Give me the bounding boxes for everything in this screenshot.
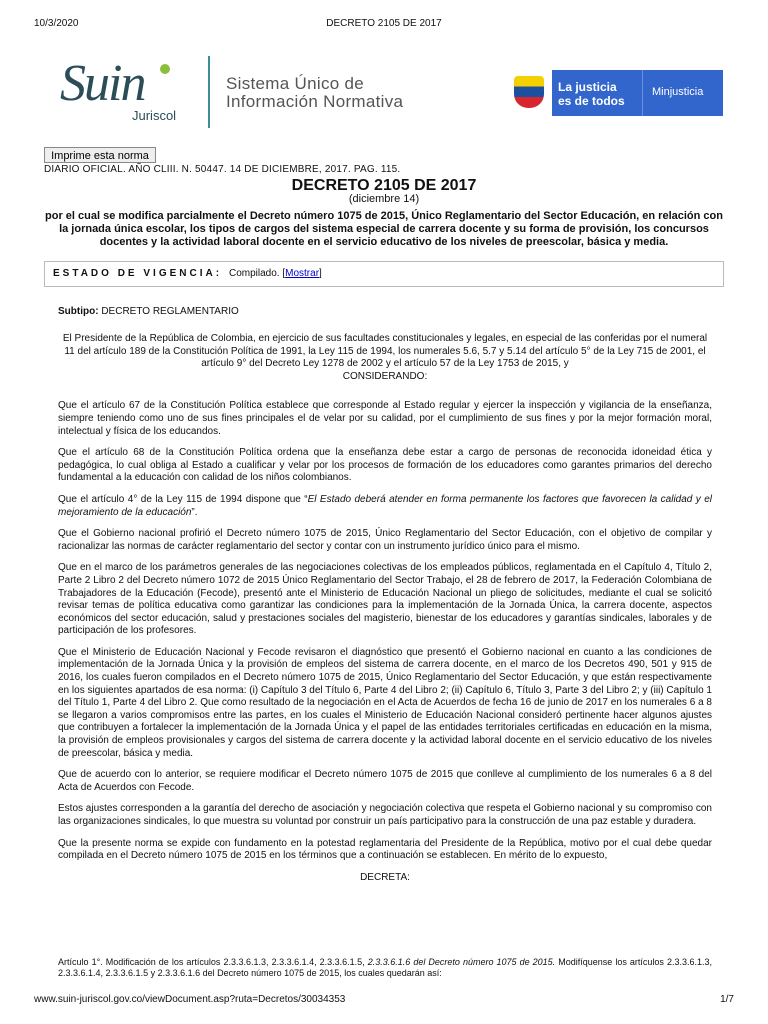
paragraph: Que en el marco de los parámetros generales de las negociaciones colectivas de los empleados públicos, reglamentada en el Capítulo 4, Título 2, Parte 2 Libro 2 del Decreto número 1072 de 2015 Único Reglamentario del Sector Trabajo, el 28 de febrero de 2017, la Federación Colombiana de Trabajadores de la Educación (Fecode), presentó ante el Ministerio de Educación Nacional un pliego de solicitudes, mediante el cual se solicitó revisar temas de política educativa como garantizar las condiciones para la implementación de la Jornada Única, la carrera docente, aspectos económicos del sector educación, salud y prestaciones sociales del magisterio, bienestar de los educadores y garantías sindicales, laborales y de participación de los profesores. <box>58 562 712 637</box>
decree-title: DECRETO 2105 DE 2017 <box>291 177 477 194</box>
print-date: 10/3/2020 <box>34 18 79 29</box>
minjusticia-banner[interactable] <box>506 70 723 116</box>
subtipo <box>58 306 239 317</box>
vigencia-box <box>44 261 724 287</box>
article-1-heading: Artículo 1°. Modificación de los artículos 2.3.3.6.1.3, 2.3.3.6.1.4, 2.3.3.6.1.5, <box>58 957 368 967</box>
quote: El Estado deberá atender en forma permanente los factores que favorecen la calidad y el mejoramiento de la educación <box>58 493 712 518</box>
subtipo-value: DECRETO REGLAMENTARIO <box>98 306 239 317</box>
paragraph: Que de acuerdo con lo anterior, se requiere modificar el Decreto número 1075 de 2015 que conlleve al cumplimiento de los numerales 6 a 8 del Acta de Acuerdos con Fecode. <box>58 769 712 793</box>
article-1 <box>58 957 712 979</box>
paragraph: Que el Ministerio de Educación Nacional y Fecode revisaron el diagnóstico que presentó el Gobierno nacional en cuanto a las condiciones de implementación de la Jornada Única y la provisión de empleos del sistema de carrera docente, en el marco de los Decretos 490, 501 y 915 de 2016, los cuales fueron compilados en el Decreto número 1075 de 2015, Único Reglamentario del Sector Educación, y que están respectivamente en los siguientes apartados de esa norma: (i) Capítulo 3 del Título 6, Parte 4 del Libro 2; (ii) Capítulo 6, Título 3, Parte 3 del Libro 2; y (iii) Capítulo 1 del Título 1, Parte 4 del Libro 2. Que como resultado de la negociación en el Acta de Acuerdos de fecha 16 de junio de 2017 en los numerales 6 a 8 se llegaron a varios compromisos entre las partes, en los cuales el Ministerio de Educación Nacional consideró pertinente hacer algunos ajustes que contribuyen a fortalecer la implementación de la Jornada Única y el papel de las entidades territoriales certificadas en educación en la misma, la provisión de empleos provisionales y cargos del sistema de carrera docente y la actividad laboral docente en el servicio educativo de los niveles de preescolar, básica y media. <box>58 646 712 759</box>
banner-divider <box>642 70 643 116</box>
paragraph: Que el artículo 68 de la Constitución Política ordena que la enseñanza debe estar a cargo de personas de reconocida idoneidad ética y pedagógica, lo cual obliga al Estado a cualificar y velar por los procesos de formación de los educadores como garantes primarios del derecho fundamental a la educación con calidad de los niños colombianos. <box>58 447 712 484</box>
decree-date: (diciembre 14) <box>348 193 420 205</box>
colombia-shield-icon <box>506 70 552 116</box>
vigencia-label: ESTADO DE VIGENCIA: <box>53 268 223 279</box>
banner-ministry: Minjusticia <box>652 86 704 98</box>
logo-divider <box>208 56 210 128</box>
diario-oficial-reference: DIARIO OFICIAL. AÑO CLIII. N. 50447. 14 DE DICIEMBRE, 2017. PAG. 115. <box>44 164 401 175</box>
decree-summary: por el cual se modifica parcialmente el Decreto número 1075 de 2015, Único Reglamentario del Sector Educación, en relación con la jornada única escolar, los tipos de cargos del sistema especial de carrera docente y su forma de provisión, los concursos docentes y la actividad laboral docente en el servicio educativo de los niveles de preescolar, básica y media. <box>45 210 723 248</box>
paragraph <box>58 494 712 519</box>
paragraph: Que el artículo 67 de la Constitución Política establece que corresponde al Estado regular y ejercer la inspección y vigilancia de la enseñanza, siempre teniendo como uno de sus fines principales el de velar por su calidad, por el cumplimiento de sus fines y por la mejor formación moral, intelectual y física de los educandos. <box>58 400 712 437</box>
logo-line1: Sistema Único de <box>226 74 365 93</box>
paragraph-text: ”. <box>191 506 198 518</box>
paragraph: Que el Gobierno nacional profirió el Decreto número 1075 de 2015, Único Reglamentario del Sector Educación, con el objetivo de compilar y racionalizar las normas de carácter reglamentario del sector y contar con un instrumento jurídico único para el mismo. <box>58 528 712 552</box>
print-title: DECRETO 2105 DE 2017 <box>326 18 442 29</box>
suin-juriscol-logo[interactable] <box>60 56 440 132</box>
vigencia-bracket: ] <box>319 268 322 279</box>
preamble: El Presidente de la República de Colombia, en ejercicio de sus facultades constitucionales y legales, en especial de las conferidas por el numeral 11 del artículo 189 de la Constitución Política de 1991, la Ley 115 de 1994, los numerales 5.6, 5.7 y 5.14 del artículo 5° de la Ley 715 de 2001, el artículo 9° del Decreto Ley 1278 de 2002 y el artículo 57 de la Ley 1753 de 2015, y <box>62 333 708 370</box>
print-button[interactable]: Imprime esta norma <box>44 147 156 163</box>
logo-line2: Información Normativa <box>226 92 404 111</box>
banner-line2: es de todos <box>558 94 625 108</box>
paragraph: Estos ajustes corresponden a la garantía del derecho de asociación y negociación colectiva que respeta el Gobierno nacional y su compromiso con las organizaciones sindicales, lo que muestra su voluntad por construir un país participativo para la construcción de una paz estable y duradera. <box>58 803 712 827</box>
paragraph: Que la presente norma se expide con fundamento en la potestad reglamentaria del Presidente de la República, motivo por el cual debe quedar compilada en el Decreto número 1075 de 2015 en los términos que a continuación se establecen. En mérito de lo expuesto, <box>58 837 712 862</box>
article-1-text: Modifíquense los artículos 2.3.3.6.1.3, 2.3.3.6.1.4, 2.3.3.6.1.5 y 2.3.3.6.1.6 del Decreto número 1075 de 2015, los cuales quedarán así: <box>58 957 713 978</box>
logo-sub: Juriscol <box>132 108 177 123</box>
article-1-ref: 2.3.3.6.1.6 del Decreto número 1075 de 2015. <box>367 957 556 967</box>
subtipo-label: Subtipo: <box>58 306 99 317</box>
shield-flag-icon <box>514 76 544 108</box>
considerando-heading: CONSIDERANDO: <box>342 370 428 382</box>
print-page-number: 1/7 <box>720 994 734 1005</box>
mostrar-link[interactable]: Mostrar <box>285 268 320 279</box>
print-url: www.suin-juriscol.gov.co/viewDocument.asp?ruta=Decretos/30034353 <box>34 994 346 1005</box>
vigencia-value <box>229 268 322 279</box>
vigencia-status: Compilado. [ <box>229 268 286 279</box>
decreta-heading: DECRETA: <box>360 871 410 883</box>
paragraph-text: Que el artículo 4° de la Ley 115 de 1994 dispone que “ <box>58 493 308 505</box>
decree-body <box>58 333 712 893</box>
logo-brand: Suin <box>60 55 145 112</box>
banner-line1: La justicia <box>558 80 617 94</box>
logo-dot-icon <box>160 64 170 74</box>
